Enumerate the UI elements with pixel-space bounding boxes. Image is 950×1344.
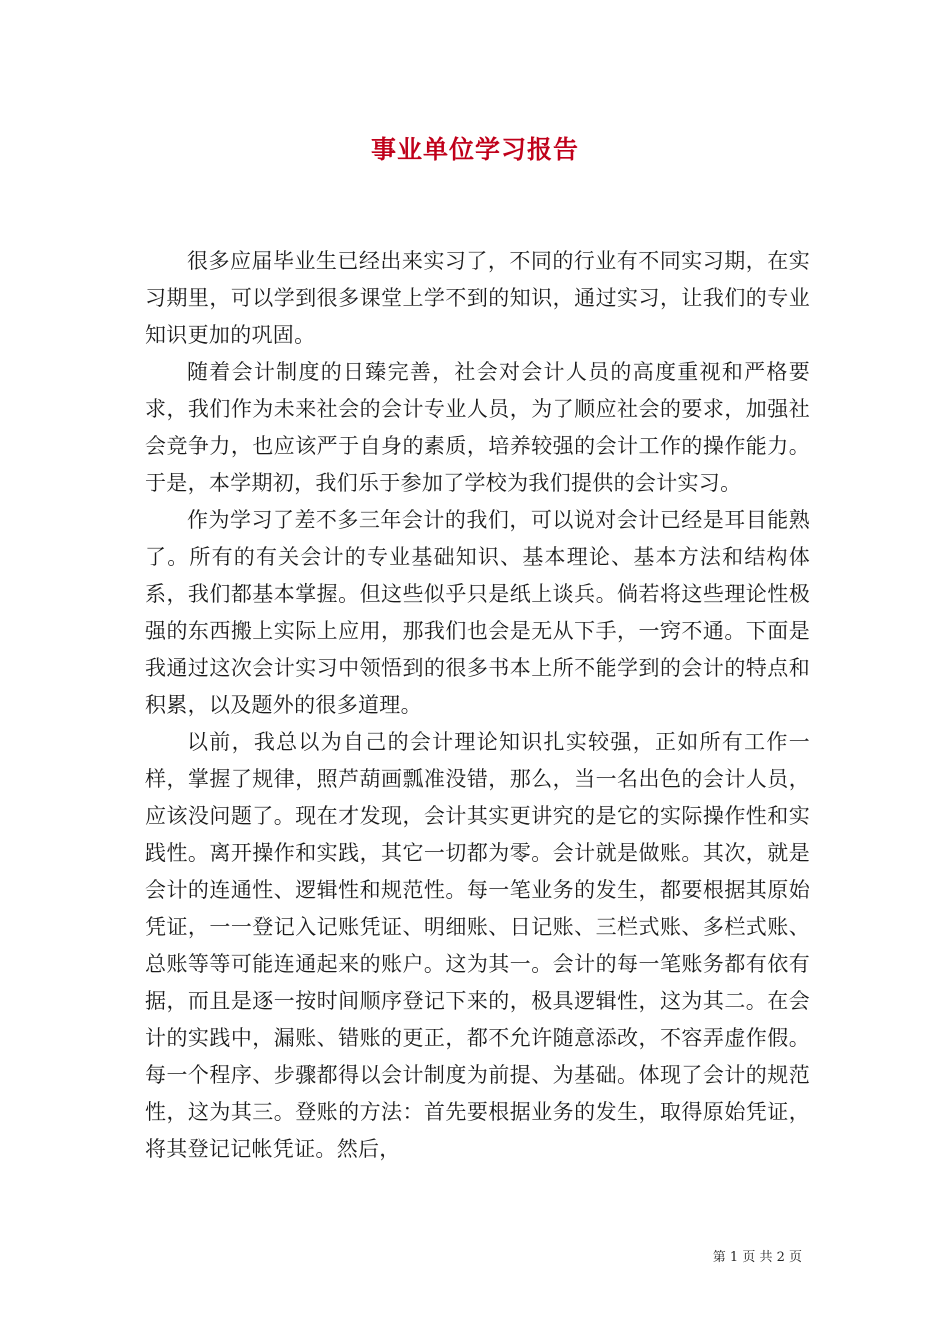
document-title: 事业单位学习报告 <box>370 135 579 164</box>
paragraph-2: 随着会计制度的日臻完善，社会对会计人员的高度重视和严格要求，我们作为未来社会的会计专业人员，为了顺应社会的要求，加强社会竞争力，也应该严于自身的素质，培养较强的会计工作的操作能力。于是，本学期初，我们乐于参加了学校为我们提供的会计实习。 <box>145 360 810 495</box>
paragraph-1: 很多应届毕业生已经出来实习了，不同的行业有不同实习期，在实习期里，可以学到很多课堂上学不到的知识，通过实习，让我们的专业知识更加的巩固。 <box>145 249 810 347</box>
page-number-footer: 第 1 页 共 2 页 <box>712 1250 802 1265</box>
document-body <box>145 243 810 1168</box>
paragraph-3: 作为学习了差不多三年会计的我们，可以说对会计已经是耳目能熟了。所有的有关会计的专业基础知识、基本理论、基本方法和结构体系，我们都基本掌握。但这些似乎只是纸上谈兵。倘若将这些理论性极强的东西搬上实际上应用，那我们也会是无从下手，一窍不通。下面是我通过这次会计实习中领悟到的很多书本上所不能学到的会计的特点和积累，以及题外的很多道理。 <box>145 508 810 717</box>
paragraph-4: 以前，我总以为自己的会计理论知识扎实较强，正如所有工作一样，掌握了规律，照芦葫画瓢准没错，那么，当一名出色的会计人员，应该没问题了。现在才发现，会计其实更讲究的是它的实际操作性和实践性。离开操作和实践，其它一切都为零。会计就是做账。其次，就是会计的连通性、逻辑性和规范性。每一笔业务的发生，都要根据其原始凭证，一一登记入记账凭证、明细账、日记账、三栏式账、多栏式账、总账等等可能连通起来的账户。这为其一。会计的每一笔账务都有依有据，而且是逐一按时间顺序登记下来的，极具逻辑性，这为其二。在会计的实践中，漏账、错账的更正，都不允许随意添改，不容弄虚作假。每一个程序、步骤都得以会计制度为前提、为基础。体现了会计的规范性，这为其三。登账的方法：首先要根据业务的发生，取得原始凭证，将其登记记帐凭证。然后， <box>145 730 810 1161</box>
